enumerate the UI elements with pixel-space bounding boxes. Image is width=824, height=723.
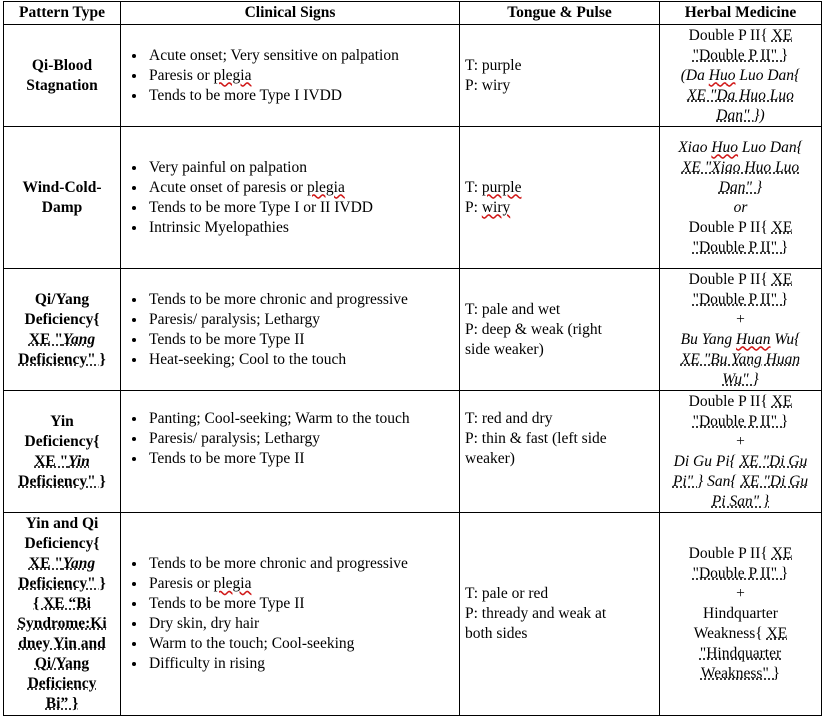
sign-item: • Tends to be more chronic and progressive [147, 554, 455, 574]
herbal-line: Pi" } San{ XE "Di Gu [672, 472, 809, 490]
herbal-line: Bu Yang Huan Wu{ [680, 330, 801, 348]
sign-item: • Tends to be more Type I IVDD [147, 86, 455, 106]
herbal-line: Dan" }) [716, 106, 765, 124]
herbal-line: "Double P II" } [692, 238, 789, 256]
pulse-line: P: thready and weak at [465, 605, 607, 622]
herbal-line: "Hindquarter [699, 645, 782, 662]
pattern-line: Qi-Blood [31, 56, 93, 74]
pattern-line: Qi/Yang [34, 290, 90, 308]
header-clinical-signs: Clinical Signs [121, 2, 460, 25]
herbal-line: + [736, 432, 745, 450]
herbal-line: + [736, 585, 745, 602]
pattern-line: Deficiency [27, 675, 97, 692]
herbal-line: XE "Xiao Huo Luo [681, 158, 800, 176]
tongue-line: T: pale or red [465, 585, 549, 602]
sign-item: • Warm to the touch; Cool-seeking [147, 634, 455, 654]
sign-item: • Panting; Cool-seeking; Warm to the touch [147, 409, 455, 429]
herbal-line: Dan" } [718, 178, 763, 196]
pattern-type-cell [4, 269, 121, 391]
herbal-line: XE "Bu Yang Huan [680, 350, 801, 368]
pulse-line: P: wiry [465, 76, 511, 94]
pattern-line: Syndrome:Ki [17, 615, 107, 632]
pattern-type-cell [4, 127, 121, 269]
tongue-line: T: purple [465, 178, 522, 196]
pattern-line: Wind-Cold- [22, 178, 102, 196]
tongue-line: T: pale and wet [465, 300, 561, 318]
pattern-line: Deficiency{ [24, 535, 100, 552]
clinical-signs-cell [121, 25, 460, 127]
table-row [4, 269, 822, 391]
pattern-type-cell [4, 391, 121, 513]
pattern-line: dney Yin and [18, 635, 106, 652]
table-row [4, 25, 822, 127]
sign-item: • Acute onset; Very sensitive on palpation [147, 46, 455, 66]
herbal-line: XE "Da Huo Luo [687, 86, 794, 104]
pattern-type-cell [4, 25, 121, 127]
pulse-line: P: wiry [465, 198, 511, 216]
tongue-pulse-cell [460, 269, 660, 391]
tongue-line: T: red and dry [465, 410, 553, 427]
pattern-line: Damp [41, 198, 83, 216]
pattern-line: XE "Yang [28, 555, 96, 572]
sign-item: • Tends to be more Type II [147, 330, 455, 350]
table-row [4, 513, 822, 716]
herbal-line: Double P II{ XE [688, 392, 793, 410]
herbal-line: Double P II{ XE [688, 26, 793, 44]
pulse-line: P: thin & fast (left side [465, 430, 607, 447]
herbal-medicine-cell [660, 127, 822, 269]
header-row [4, 2, 822, 25]
table-row [4, 391, 822, 513]
herbal-line: Weakness" } [700, 665, 781, 682]
sign-item: • Paresis or plegia [147, 574, 455, 594]
sign-item: • Tends to be more Type II [147, 449, 455, 469]
herbal-line: Weakness{ XE [693, 625, 788, 642]
pattern-line: XE "Yang [28, 330, 96, 348]
header-pattern-type: Pattern Type [4, 2, 121, 25]
tongue-pulse-cell [460, 391, 660, 513]
pattern-line: XE "Yin [34, 452, 90, 470]
pulse-line: both sides [465, 625, 528, 642]
header-tongue-pulse: Tongue & Pulse [460, 2, 660, 25]
sign-item: • Dry skin, dry hair [147, 614, 455, 634]
sign-item: • Tends to be more Type I or II IVDD [147, 198, 455, 218]
clinical-signs-cell [121, 513, 460, 716]
tongue-pulse-cell [460, 127, 660, 269]
herbal-line: Double P II{ XE [688, 270, 793, 288]
herbal-line: Wu" } [722, 370, 759, 388]
sign-item: • Acute onset of paresis or plegia [147, 178, 455, 198]
sign-item: • Tends to be more chronic and progressive [147, 290, 455, 310]
pattern-line: Yin and Qi [25, 515, 99, 532]
sign-item: • Paresis or plegia [147, 66, 455, 86]
sign-item: • Difficulty in rising [147, 654, 455, 674]
sign-item: • Heat-seeking; Cool to the touch [147, 350, 455, 370]
pattern-line: Qi/Yang [34, 655, 90, 672]
pulse-line: weaker) [465, 450, 515, 467]
herbal-line: "Double P II" } [692, 412, 789, 430]
sign-item: • Intrinsic Myelopathies [147, 218, 455, 238]
herbal-line: Double P II{ XE [688, 218, 793, 236]
herbal-line: + [736, 310, 745, 328]
table-row [4, 127, 822, 269]
clinical-signs-cell [121, 391, 460, 513]
pattern-line: { XE “Bi [33, 595, 91, 612]
herbal-medicine-cell [660, 513, 822, 716]
pattern-line: Stagnation [26, 76, 98, 94]
herbal-medicine-cell [660, 25, 822, 127]
herbal-line: "Double P II" } [692, 565, 789, 582]
pattern-line: Deficiency{ [24, 310, 100, 328]
pattern-line: Yin [50, 412, 74, 430]
herbal-medicine-cell [660, 269, 822, 391]
herbal-medicine-cell [660, 391, 822, 513]
pattern-type-cell [4, 513, 121, 716]
pattern-line: Deficiency{ [24, 432, 100, 450]
herbal-line: Hindquarter [703, 605, 778, 622]
sign-item: • Tends to be more Type II [147, 594, 455, 614]
tongue-line: T: purple [465, 56, 522, 74]
pattern-table [3, 1, 822, 716]
sign-item: • Paresis/ paralysis; Lethargy [147, 429, 455, 449]
herbal-line: Xiao Huo Luo Dan{ [678, 138, 803, 156]
herbal-line: "Double P II" } [692, 46, 789, 64]
herbal-line: or [733, 198, 748, 216]
tongue-pulse-cell [460, 513, 660, 716]
pattern-line: Bi” } [45, 695, 79, 712]
pulse-line: P: deep & weak (right [465, 320, 602, 338]
pattern-line: Deficiency" } [18, 472, 106, 490]
herbal-line: Pi San" } [711, 492, 770, 510]
tongue-pulse-cell [460, 25, 660, 127]
sign-item: • Very painful on palpation [147, 158, 455, 178]
pattern-line: Deficiency" } [18, 350, 106, 368]
pulse-line: side weaker) [465, 340, 544, 358]
herbal-line: (Da Huo Luo Dan{ [680, 66, 801, 84]
herbal-line: Double P II{ XE [688, 545, 793, 562]
herbal-line: "Double P II" } [692, 290, 789, 308]
header-herbal-medicine: Herbal Medicine [660, 2, 822, 25]
herbal-line: Di Gu Pi{ XE "Di Gu [673, 452, 808, 470]
clinical-signs-cell [121, 269, 460, 391]
clinical-signs-cell [121, 127, 460, 269]
sign-item: • Paresis/ paralysis; Lethargy [147, 310, 455, 330]
pattern-line: Deficiency" } [18, 575, 106, 592]
